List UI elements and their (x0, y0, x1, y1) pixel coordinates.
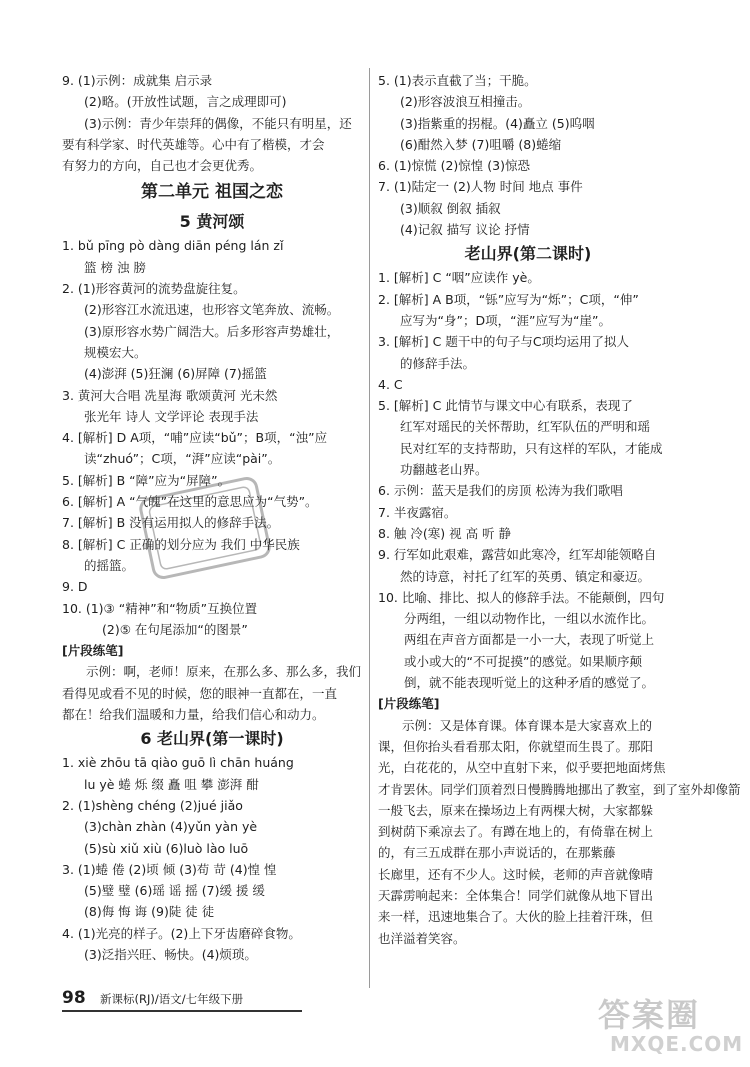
answer-line: (2)⑤ 在句尾添加“的图景” (102, 621, 248, 637)
answer-line: 一般飞去，原来在操场边上有两棵大树，大家都躲 (378, 802, 654, 818)
answer-line: 9. D (62, 579, 88, 595)
answer-line: (5)sù xiǔ xiù (6)luò lào luō (84, 840, 249, 856)
answer-line: (3)指紫重的拐棍。(4)矗立 (5)呜咽 (400, 115, 595, 131)
answer-line: 10. 比喻、排比、拟人的修辞手法。不能颠倒，四句 (378, 589, 665, 605)
answer-line: 6. 示例：蓝天是我们的房顶 松涛为我们歌唱 (378, 483, 623, 499)
answer-line: 4. (1)光亮的样子。(2)上下牙齿磨碎食物。 (62, 925, 301, 941)
answer-line: 7. (1)陆定一 (2)人物 时间 地点 事件 (378, 179, 583, 195)
answer-line: 1. xiè zhōu tā qiào guō lì chān huáng (62, 755, 294, 771)
footer-rule (62, 1010, 302, 1012)
answer-line: 光，白花花的，从空中直射下来，似乎要把地面烤焦 (378, 760, 666, 776)
answer-line: 6. [解析] A “气魄”在这里的意思应为“气势”。 (62, 494, 318, 510)
answer-line: (6)酣然入梦 (7)咀嚼 (8)蜷缩 (400, 136, 562, 152)
right-column (378, 70, 741, 949)
answer-line: (3)顺叙 倒叙 插叙 (400, 200, 501, 216)
answer-line: 规模宏大。 (84, 344, 147, 360)
answer-line: 7. [解析] B 没有运用拟人的修辞手法。 (62, 515, 280, 531)
answer-line: 也洋溢着笑容。 (378, 930, 466, 946)
answer-line: 倒，就不能表现听觉上的这种矛盾的感觉了。 (404, 675, 655, 691)
answer-line: (2)形容波浪互相撞击。 (400, 94, 531, 110)
answer-line: lu yè 蜷 烁 缀 矗 咀 攀 澎湃 酣 (84, 776, 259, 792)
answer-line: (5)璧 璧 (6)瑶 谣 摇 (7)缓 援 缓 (84, 883, 265, 899)
answer-line: 示例：又是体育课。体育课本是大家喜欢上的 (402, 717, 653, 733)
answer-line: (2)形容江水流迅速，也形容文笔奔放、流畅。 (84, 302, 340, 318)
answer-line: (3)chàn zhàn (4)yǔn yàn yè (84, 819, 258, 835)
watermark-url: MXQE.COM (610, 1032, 744, 1056)
answer-line: (4)记叙 描写 议论 抒情 (400, 222, 530, 238)
answer-line: 3. (1)蜷 倦 (2)顷 倾 (3)苟 苛 (4)惶 惶 (62, 861, 277, 877)
answer-line: 读“zhuó”；C项，“湃”应读“pài”。 (84, 451, 281, 467)
answer-line: (3)示例：青少年崇拜的偶像，不能只有明星，还 (84, 115, 352, 131)
answer-line: 7. 半夜露宿。 (378, 504, 457, 520)
section-heading: 第二单元 祖国之恋 (141, 182, 283, 203)
answer-line: 8. [解析] C 正确的划分应为 我们 中华民族 (62, 536, 300, 552)
answer-line: (4)澎湃 (5)狂澜 (6)屏障 (7)摇篮 (84, 366, 267, 382)
answer-line: 示例：啊，老师！原来，在那么多、那么多，我们 (86, 664, 362, 680)
answer-line: 到树荫下乘凉去了。有蹲在地上的，有倚靠在树上 (378, 824, 654, 840)
answer-line: 3. [解析] C 题干中的句子与C项均运用了拟人 (378, 334, 630, 350)
answer-line: 9. 行军如此艰难，露营如此寒冷，红军却能领略自 (378, 547, 657, 563)
answer-line: 天霹雳响起来：全体集合！同学们就像从地下冒出 (378, 887, 654, 903)
answer-line: 3. 黄河大合唱 冼星海 歌颂黄河 光未然 (62, 387, 278, 403)
answer-line: 看得见或看不见的时候，您的眼神一直都在，一直 (62, 685, 338, 701)
answer-line: 的，有三五成群在那小声说话的，在那紫藤 (378, 845, 616, 861)
answer-line: [片段练笔] (378, 696, 440, 712)
answer-line: 都在！给我们温暖和力量，给我们信心和动力。 (62, 707, 325, 723)
answer-line: 2. (1)形容黄河的流势盘旋往复。 (62, 281, 246, 297)
answer-line: 篮 榜 浊 膀 (84, 259, 146, 275)
answer-line: (3)原形容水势广阔浩大。后多形容声势雄壮， (84, 323, 340, 339)
answer-line: 的摇篮。 (84, 557, 135, 573)
answer-line: 6. (1)惊慌 (2)惊惶 (3)惊恐 (378, 158, 530, 174)
answer-line: 4. [解析] D A项，“哺”应读“bǔ”；B项，“浊”应 (62, 430, 328, 446)
answer-line: 5. [解析] C 此情节与课文中心有联系，表现了 (378, 398, 633, 414)
watermark-text: 答案圈 (598, 996, 701, 1034)
answer-line: 5. [解析] B “障”应为“屏障”。 (62, 472, 231, 488)
answer-line: (2)略。(开放性试题，言之成理即可) (84, 94, 287, 110)
answer-line: (3)泛指兴旺、畅快。(4)烦琐。 (84, 946, 257, 962)
answer-line: 1. [解析] C “咽”应读作 yè。 (378, 270, 540, 286)
page-number: 98 (62, 988, 86, 1008)
answer-line: 8. 触 冷(寒) 视 高 听 静 (378, 525, 512, 541)
answer-line: 两组在声音方面都是一小一大，表现了听觉上 (404, 632, 655, 648)
answer-line: 长廊里，还有不少人。这时候，老师的声音就像晴 (378, 866, 654, 882)
answer-line: 分两组，一组以动物作比，一组以水流作比。 (404, 611, 655, 627)
answer-line: 5. (1)表示直截了当；干脆。 (378, 73, 537, 88)
column-divider (369, 68, 370, 988)
answer-line: 或小或大的“不可捉摸”的感觉。如果顺序颠 (404, 653, 642, 669)
book-title: 新课标(RJ)/语文/七年级下册 (100, 992, 244, 1006)
answer-line: 9. (1)示例：成就集 启示录 (62, 73, 213, 88)
answer-line: 1. bǔ pīng pò dàng diān péng lán zǐ (62, 238, 284, 254)
answer-line: 课，但你抬头看看那太阳，你就望而生畏了。那阳 (378, 738, 654, 754)
answer-line: 应写为“身”；D项，“涯”应写为“崖”。 (400, 312, 611, 328)
answer-line: 张光年 诗人 文学评论 表现手法 (84, 408, 259, 424)
section-heading: 老山界(第二课时) (464, 244, 592, 264)
section-heading: 6 老山界(第一课时) (140, 729, 284, 749)
answer-line: [片段练笔] (62, 643, 124, 659)
answer-line: 然的诗意，衬托了红军的英勇、镇定和豪迈。 (400, 568, 651, 584)
answer-line: 2. [解析] A B项，“铄”应写为“烁”；C项，“伸” (378, 291, 639, 307)
answer-line: 功翻越老山界。 (400, 462, 488, 478)
page-footer (62, 988, 682, 1012)
answer-line: 10. (1)③ “精神”和“物质”互换位置 (62, 600, 258, 616)
answer-line: 的修辞手法。 (400, 355, 476, 371)
answer-line: 才肯罢休。同学们顶着烈日慢腾腾地挪出了教室，到了室外却像箭 (378, 781, 741, 797)
answer-line: 有努力的方向，自己也才会更优秀。 (62, 158, 263, 174)
answer-line: 要有科学家、时代英雄等。心中有了楷模，才会 (62, 136, 325, 152)
answer-line: 红军对瑶民的关怀帮助，红军队伍的严明和瑶 (400, 419, 651, 435)
watermark (598, 990, 748, 1060)
section-heading: 5 黄河颂 (179, 212, 245, 232)
answer-line: 4. C (378, 376, 403, 392)
answer-line: 来一样，迅速地集合了。大伙的脸上挂着汗珠，但 (378, 909, 654, 925)
answer-line: 民对红军的支持帮助，只有这样的军队，才能成 (400, 440, 663, 456)
answer-line: 2. (1)shèng chéng (2)jué jiǎo (62, 797, 243, 813)
answer-line: (8)侮 悔 诲 (9)陡 徒 徒 (84, 904, 215, 920)
